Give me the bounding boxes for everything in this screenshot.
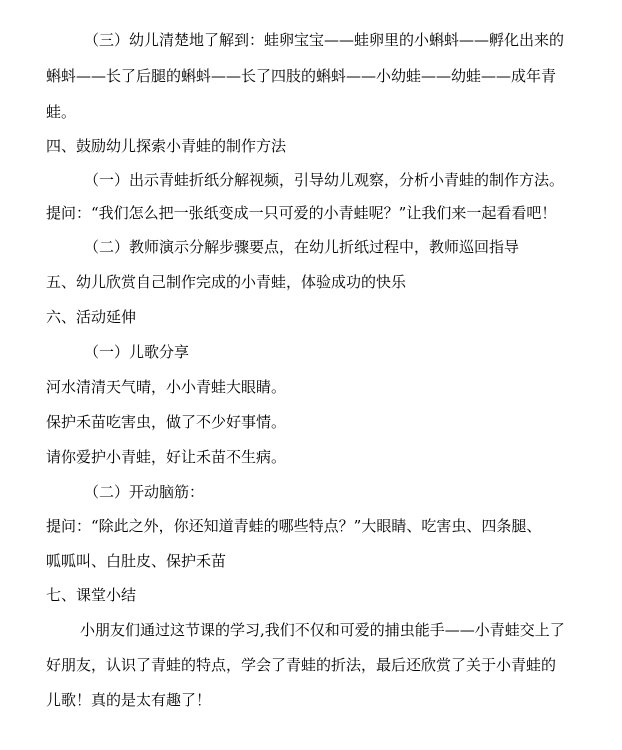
paragraph-line: 好朋友，认识了青蛙的特点，学会了青蛙的折法，最后还欣赏了关于小青蛙的 bbox=[46, 656, 557, 674]
subsection-heading: （一）儿歌分享 bbox=[84, 343, 190, 361]
poem-line: 河水清清天气晴，小小青蛙大眼睛。 bbox=[46, 378, 287, 396]
paragraph-line: 蝌蚪——长了后腿的蝌蚪——长了四肢的蝌蚪——小幼蛙——幼蛙——成年青 bbox=[46, 67, 557, 85]
subsection-heading: （二）开动脑筋： bbox=[84, 483, 205, 501]
paragraph-line: （三）幼儿清楚地了解到：蛙卵宝宝——蛙卵里的小蝌蚪——孵化出来的 bbox=[84, 31, 565, 49]
paragraph-line: 儿歌！真的是太有趣了！ bbox=[46, 691, 212, 709]
paragraph-line: 小朋友们通过这节课的学习,我们不仅和可爱的捕虫能手——小青蛙交上了 bbox=[80, 621, 565, 639]
poem-line: 请你爱护小青蛙，好让禾苗不生病。 bbox=[46, 448, 287, 466]
section-heading: 六、活动延伸 bbox=[46, 308, 137, 326]
paragraph-line: 呱呱叫、白肚皮、保护禾苗 bbox=[46, 552, 227, 570]
subsection-heading: （二）教师演示分解步骤要点，在幼儿折纸过程中，教师巡回指导 bbox=[84, 238, 520, 256]
paragraph-line: 蛙。 bbox=[46, 103, 77, 121]
poem-line: 保护禾苗吃害虫，做了不少好事情。 bbox=[46, 413, 287, 431]
section-heading: 七、课堂小结 bbox=[46, 586, 137, 604]
subsection-heading: （一）出示青蛙折纸分解视频，引导幼儿观察，分析小青蛙的制作方法。 bbox=[84, 171, 565, 189]
paragraph-line: 提问：“我们怎么把一张纸变成一只可爱的小青蛙呢？”让我们来一起看看吧！ bbox=[46, 204, 557, 222]
section-heading: 五、幼儿欣赏自己制作完成的小青蛙，体验成功的快乐 bbox=[46, 273, 407, 291]
section-heading: 四、鼓励幼儿探索小青蛙的制作方法 bbox=[46, 137, 287, 155]
paragraph-line: 提问：“除此之外，你还知道青蛙的哪些特点？”大眼睛、吃害虫、四条腿、 bbox=[46, 517, 542, 535]
